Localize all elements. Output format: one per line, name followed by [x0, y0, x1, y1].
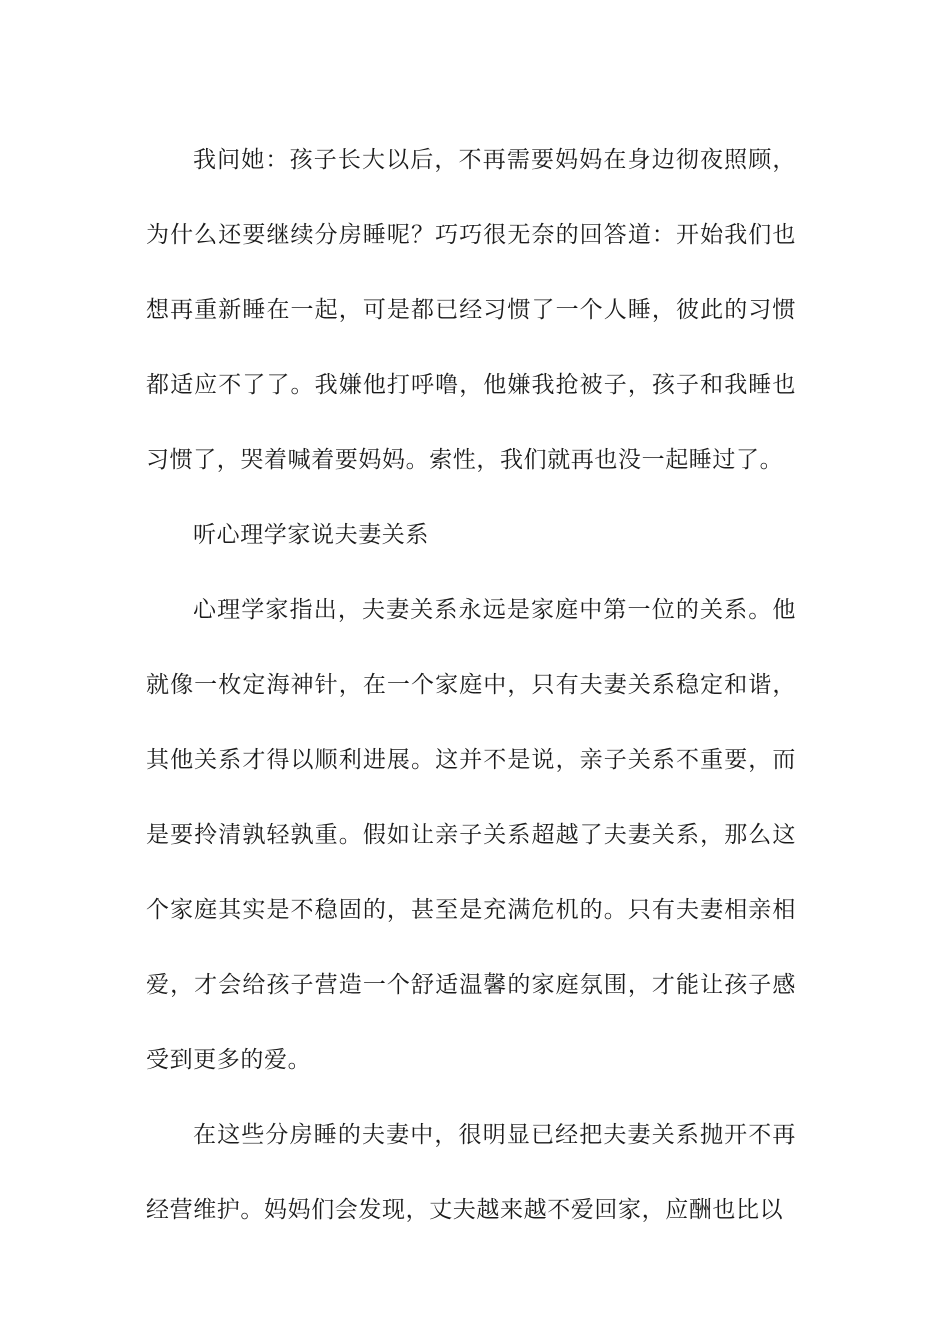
paragraph-1: 我问她：孩子长大以后，不再需要妈妈在身边彻夜照顾，为什么还要继续分房睡呢？巧巧很无奈的回答道：开始我们也想再重新睡在一起，可是都已经习惯了一个人睡，彼此的习惯都适应不了了。我嫌他打呼噜，他嫌我抢被子，孩子和我睡也习惯了，哭着喊着要妈妈。索性，我们就再也没一起睡过了。	[146, 147, 796, 473]
paragraph-3: 在这些分房睡的夫妻中，很明显已经把夫妻关系抛开不再经营维护。妈妈们会发现，丈夫越来越不爱回家，应酬也比以	[146, 1122, 796, 1223]
document-body	[146, 123, 796, 1248]
section-heading: 听心理学家说夫妻关系	[193, 522, 429, 548]
paragraph-2: 心理学家指出，夫妻关系永远是家庭中第一位的关系。他就像一枚定海神针，在一个家庭中，只有夫妻关系稳定和谐，其他关系才得以顺利进展。这并不是说，亲子关系不重要，而是要拎清孰轻孰重。假如让亲子关系超越了夫妻关系，那么这个家庭其实是不稳固的，甚至是充满危机的。只有夫妻相亲相爱，才会给孩子营造一个舒适温馨的家庭氛围，才能让孩子感受到更多的爱。	[146, 597, 796, 1073]
